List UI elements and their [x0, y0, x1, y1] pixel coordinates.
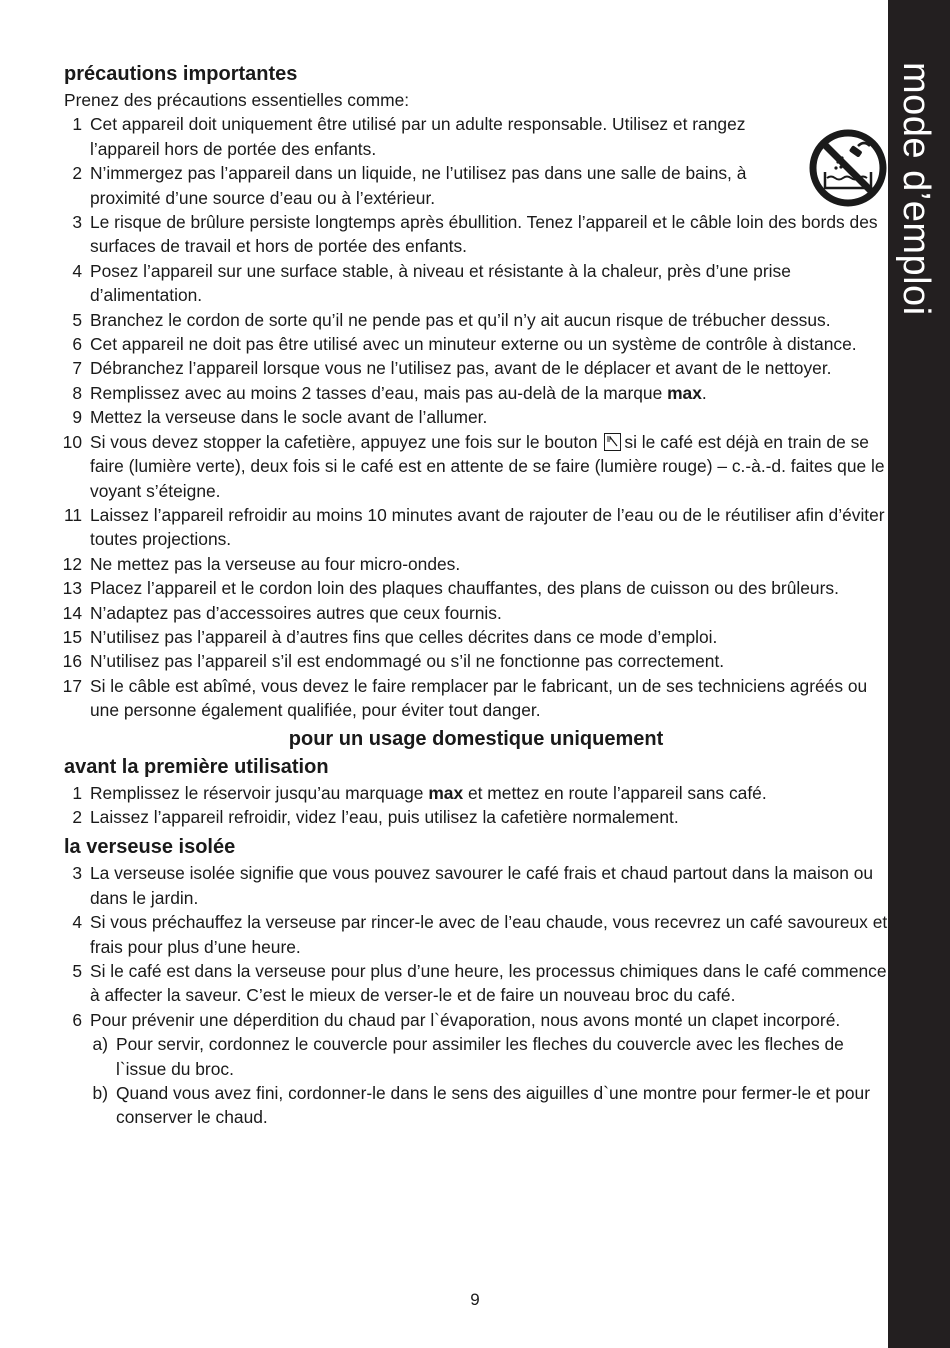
list-item: 6 Cet appareil ne doit pas être utilisé avec un minuteur externe ou un système de contrôle à distance. [72, 334, 857, 355]
max-marker: max [667, 382, 702, 403]
page-number: 9 [470, 1290, 480, 1309]
document-body [64, 60, 888, 1130]
thermal-jug-list [64, 861, 888, 1129]
list-item: 3 Le risque de brûlure persiste longtemps après ébullition. Tenez l’appareil et le câble loin des bords des surfaces de travail et hors de portée des enfants. [72, 212, 878, 257]
list-item: 3 La verseuse isolée signifie que vous pouvez savourer le café frais et chaud partout dans la maison ou dans le jardin. [72, 863, 874, 908]
list-item: 8 Remplissez avec au moins 2 tasses d’eau, mais pas au-delà de la marque max. [72, 382, 707, 403]
side-tab-label: mode d’emploi [895, 62, 937, 316]
first-use-list [64, 781, 888, 830]
list-item: 17 Si le câble est abîmé, vous devez le faire remplacer par le fabricant, un de ses techniciens agréés ou une personne également qualifiée, pour éviter tout danger. [62, 675, 868, 721]
list-item: 4 Si vous préchauffez la verseuse par rincer-le avec de l’eau chaude, vous recevrez un café savoureux et frais pour plus d’une heure. [72, 912, 888, 957]
precautions-intro: Prenez des précautions essentielles comme: [64, 90, 410, 110]
list-item: 14 N’adaptez pas d’accessoires autres que ceux fournis. [62, 602, 502, 623]
sub-list-item: a) Pour servir, cordonnez le couvercle pour assimiler les fleches du couvercle avec les fleches de l`issue du broc. [92, 1034, 844, 1079]
precautions-list [64, 112, 888, 722]
list-item: 9 Mettez la verseuse dans le socle avant de l’allumer. [72, 407, 488, 428]
list-item: 1 Cet appareil doit uniquement être utilisé par un adulte responsable. Utilisez et rangez l’appareil hors de portée des enfants. [72, 114, 746, 159]
power-button-icon [604, 433, 621, 451]
list-item: 10 Si vous devez stopper la cafetière, appuyez une fois sur le bouton si le café est déjà en train de se faire (lumière verte), deux fois si le café est en attente de se faire (lumière rouge) – c.-à.-d. faites que le voyant s’éteigne. [62, 431, 885, 501]
side-tab [888, 0, 950, 1348]
list-item: 12 Ne mettez pas la verseuse au four micro-ondes. [62, 553, 461, 574]
sub-list-item: b) Quand vous avez fini, cordonner-le dans le sens des aiguilles d`une montre pour fermer-le et pour conserver le chaud. [92, 1083, 871, 1128]
thermal-jug-heading: la verseuse isolée [64, 836, 236, 859]
list-item: 7 Débranchez l’appareil lorsque vous ne l’utilisez pas, avant de le déplacer et avant de le nettoyer. [72, 358, 832, 379]
first-use-heading: avant la première utilisation [64, 755, 329, 778]
list-item: 2 Laissez l’appareil refroidir, videz l’eau, puis utilisez la cafetière normalement. [72, 806, 679, 827]
domestic-use-notice: pour un usage domestique uniquement [288, 727, 664, 750]
list-item: 13 Placez l’appareil et le cordon loin des plaques chauffantes, des plans de cuisson ou des brûleurs. [62, 578, 839, 599]
list-item: 16 N’utilisez pas l’appareil s’il est endommagé ou s’il ne fonctionne pas correctement. [62, 651, 725, 672]
max-marker: max [428, 782, 464, 803]
list-item: 15 N’utilisez pas l’appareil à d’autres fins que celles décrites dans ce mode d’emploi. [62, 626, 718, 647]
list-item: 4 Posez l’appareil sur une surface stable, à niveau et résistante à la chaleur, près d’une prise d’alimentation. [72, 260, 791, 306]
list-item: 2 N’immergez pas l’appareil dans un liquide, ne l’utilisez pas dans une salle de bains, à proximité d’une source d’eau ou à l’extérieur. [72, 163, 747, 208]
list-item: 11 Laissez l’appareil refroidir au moins 10 minutes avant de rajouter de l’eau ou de le réutiliser afin d’éviter toutes projections. [63, 504, 885, 550]
precautions-heading: précautions importantes [64, 63, 298, 85]
list-item: 6 Pour prévenir une déperdition du chaud par l`évaporation, nous avons monté un clapet incorporé. [72, 1009, 841, 1030]
list-item: 1 Remplissez le réservoir jusqu’au marquage max et mettez en route l’appareil sans café. [72, 782, 767, 803]
list-item: 5 Branchez le cordon de sorte qu’il ne pende pas et qu’il n’y ait aucun risque de trébucher dessus. [72, 309, 831, 330]
list-item: 5 Si le café est dans la verseuse pour plus d’une heure, les processus chimiques dans le café commence à affecter la saveur. C’est le mieux de verser-le et de faire un nouveau broc du café. [72, 961, 887, 1006]
